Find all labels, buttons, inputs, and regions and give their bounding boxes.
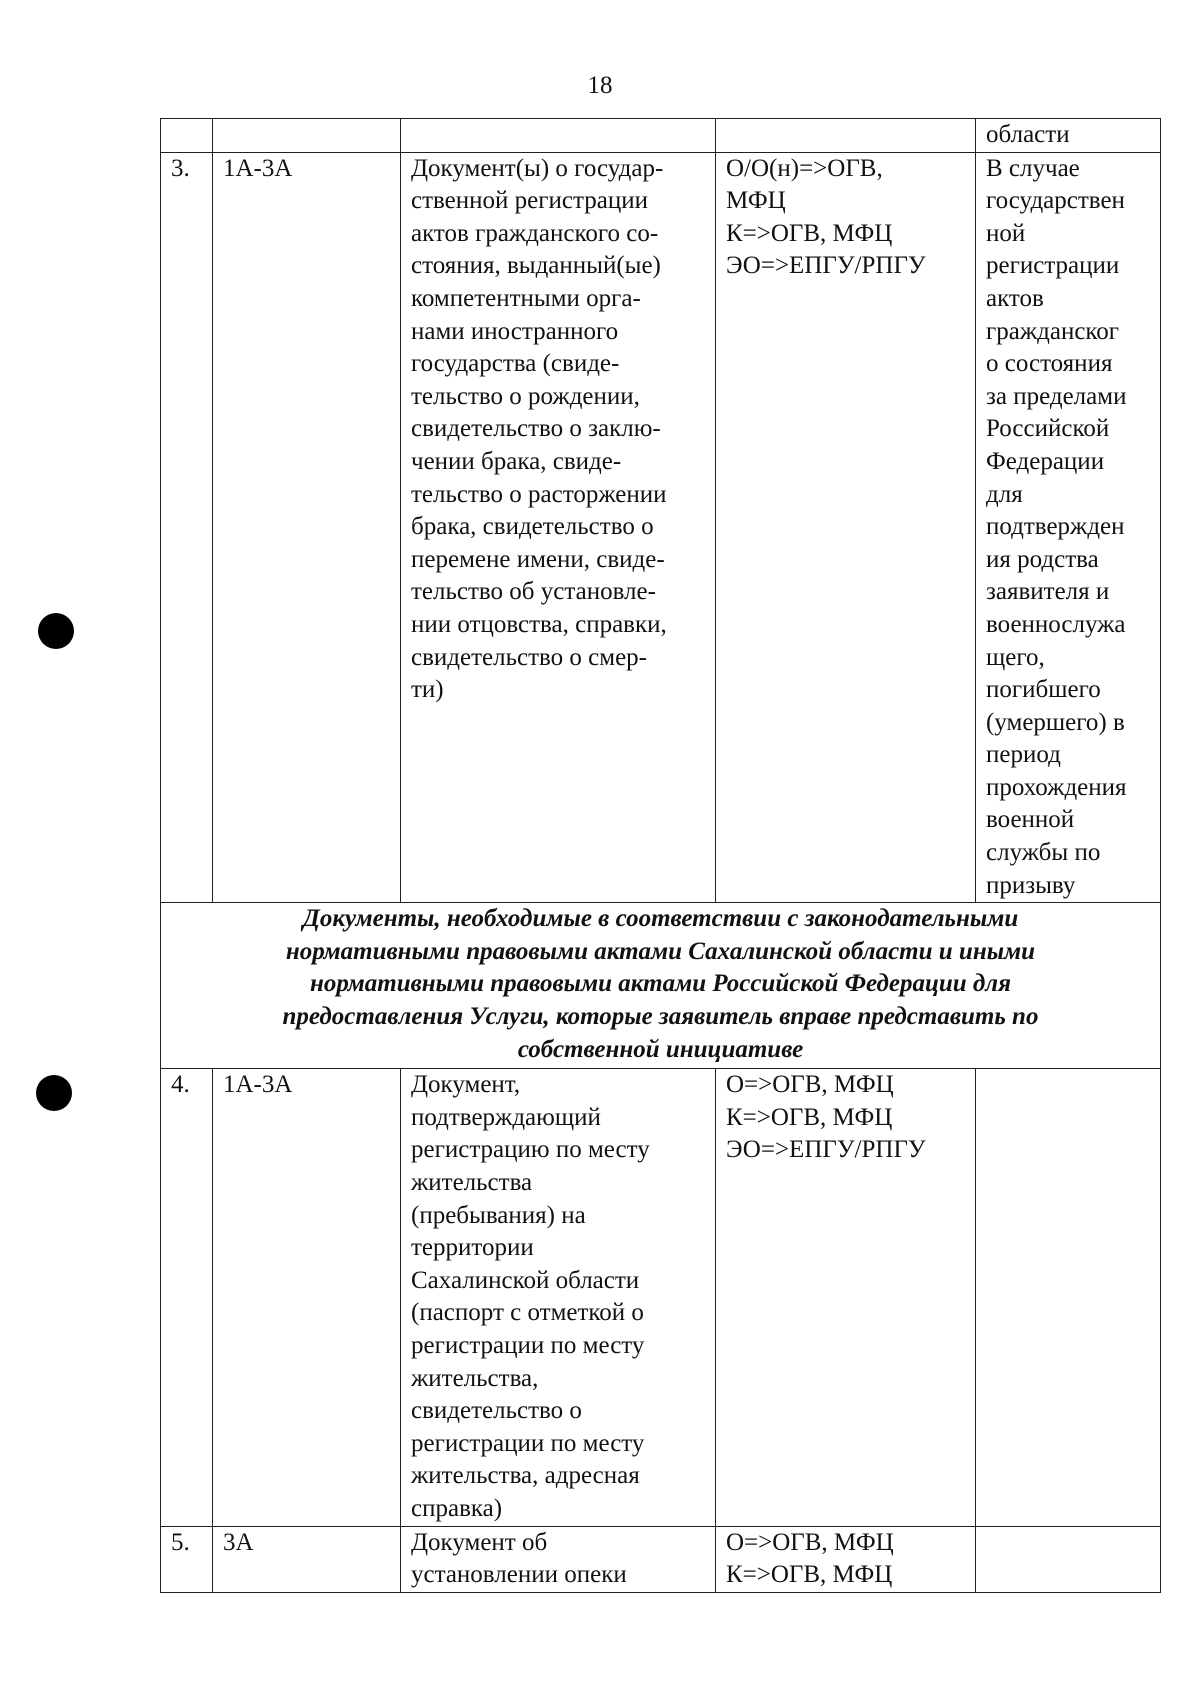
punch-hole-mark <box>36 1075 72 1111</box>
text-line: Документ, <box>411 1071 521 1099</box>
text-line: Документ об <box>411 1528 548 1556</box>
text-line: ия родства <box>986 545 1099 573</box>
text-line: территории <box>411 1234 534 1262</box>
text-line: свидетельство о <box>411 1397 582 1425</box>
text-line: период <box>986 741 1061 769</box>
text-line: установлении опеки <box>411 1561 627 1589</box>
text-line: службы по <box>986 839 1101 867</box>
text-line: погибшего <box>986 676 1101 704</box>
text-line: перемене имени, свиде- <box>411 545 665 573</box>
note-cell <box>976 152 1161 903</box>
text-line: К=>ОГВ, МФЦ <box>726 219 893 247</box>
text-line: тельство о рождении, <box>411 382 640 410</box>
text-line: регистрации <box>986 252 1120 280</box>
text-line: (умершего) в <box>986 708 1125 736</box>
text-line: Документ(ы) о государ- <box>411 154 664 182</box>
text-line: ЭО=>ЕПГУ/РПГУ <box>726 252 926 280</box>
table-cell <box>161 119 213 153</box>
text-line: прохождения <box>986 773 1127 801</box>
text-line: ственной регистрации <box>411 187 648 215</box>
text-line: В случае <box>986 154 1080 182</box>
text-line: гражданског <box>986 317 1120 345</box>
text-line: актов гражданского со- <box>411 219 659 247</box>
text-line: свидетельство о смер- <box>411 643 647 671</box>
text-line: актов <box>986 284 1044 312</box>
text-line: тельство о расторжении <box>411 480 667 508</box>
text-line: стояния, выданный(ые) <box>411 252 661 280</box>
text-line: за пределами <box>986 382 1127 410</box>
text-line: призыву <box>986 871 1076 899</box>
text-line: Сахалинской области <box>411 1266 640 1294</box>
table-cell <box>213 119 401 153</box>
section-heading-row <box>161 903 1161 1069</box>
table-row <box>161 1069 1161 1526</box>
text-line: свидетельство о заклю- <box>411 415 661 443</box>
punch-hole-mark <box>38 613 74 649</box>
section-heading <box>161 903 1161 1069</box>
table-row <box>161 152 1161 903</box>
text-line: ной <box>986 219 1026 247</box>
note-cell: области <box>976 119 1161 153</box>
category-cell: 1А-3А <box>213 152 401 903</box>
text-line: регистрацию по месту <box>411 1136 650 1164</box>
row-number: 3. <box>161 152 213 903</box>
text-line: о состояния <box>986 350 1113 378</box>
text-line: военнослужа <box>986 610 1126 638</box>
heading-line: собственной инициативе <box>517 1035 804 1063</box>
text-line: ти) <box>411 676 444 704</box>
row-number: 5. <box>161 1526 213 1592</box>
document-cell <box>401 1526 716 1592</box>
table-row <box>161 119 1161 153</box>
text-line: МФЦ <box>726 187 786 215</box>
text-line: (пребывания) на <box>411 1201 586 1229</box>
text-line: О=>ОГВ, МФЦ <box>726 1528 894 1556</box>
method-cell <box>716 1069 976 1526</box>
text-line: для <box>986 480 1023 508</box>
text-line: государствен <box>986 187 1125 215</box>
text-line: Российской <box>986 415 1110 443</box>
heading-line: предоставления Услуги, которые заявитель вправе представить по <box>282 1003 1039 1031</box>
text-line: К=>ОГВ, МФЦ <box>726 1561 893 1589</box>
text-line: Федерации <box>986 447 1105 475</box>
category-cell: 1А-3А <box>213 1069 401 1526</box>
text-line: щего, <box>986 643 1045 671</box>
text-line: регистрации по месту <box>411 1331 645 1359</box>
row-number: 4. <box>161 1069 213 1526</box>
text-line: заявителя и <box>986 578 1110 606</box>
text-line: жительства, адресная <box>411 1462 640 1490</box>
document-cell <box>401 1069 716 1526</box>
text-line: О=>ОГВ, МФЦ <box>726 1071 894 1099</box>
text-line: компетентными орга- <box>411 284 641 312</box>
text-line: нами иностранного <box>411 317 619 345</box>
text-line: государства (свиде- <box>411 350 620 378</box>
text-line: брака, свидетельство о <box>411 513 654 541</box>
heading-line: нормативными правовыми актами Сахалинской области и иными <box>285 937 1036 965</box>
text-line: ЭО=>ЕПГУ/РПГУ <box>726 1136 926 1164</box>
text-line: нии отцовства, справки, <box>411 610 667 638</box>
method-cell <box>716 152 976 903</box>
note-cell <box>976 1526 1161 1592</box>
heading-line: нормативными правовыми актами Российской Федерации для <box>309 970 1012 998</box>
text-line: подтверждающий <box>411 1103 601 1131</box>
heading-line: Документы, необходимые в соответствии с законодательными <box>302 905 1019 933</box>
documents-table <box>160 118 1161 1593</box>
table-cell <box>401 119 716 153</box>
text-line: военной <box>986 806 1075 834</box>
text-line: подтвержден <box>986 513 1125 541</box>
page-number: 18 <box>587 72 613 99</box>
text-line: жительства, <box>411 1364 539 1392</box>
document-cell <box>401 152 716 903</box>
text-line: (паспорт с отметкой о <box>411 1299 644 1327</box>
text-line: регистрации по месту <box>411 1429 645 1457</box>
text-line: справка) <box>411 1494 503 1522</box>
method-cell <box>716 1526 976 1592</box>
note-cell <box>976 1069 1161 1526</box>
table-cell <box>716 119 976 153</box>
text-line: О/О(н)=>ОГВ, <box>726 154 883 182</box>
text-line: К=>ОГВ, МФЦ <box>726 1103 893 1131</box>
text-line: чении брака, свиде- <box>411 447 622 475</box>
text-line: тельство об установле- <box>411 578 656 606</box>
table-row <box>161 1526 1161 1592</box>
category-cell: 3А <box>213 1526 401 1592</box>
text-line: жительства <box>411 1169 533 1196</box>
